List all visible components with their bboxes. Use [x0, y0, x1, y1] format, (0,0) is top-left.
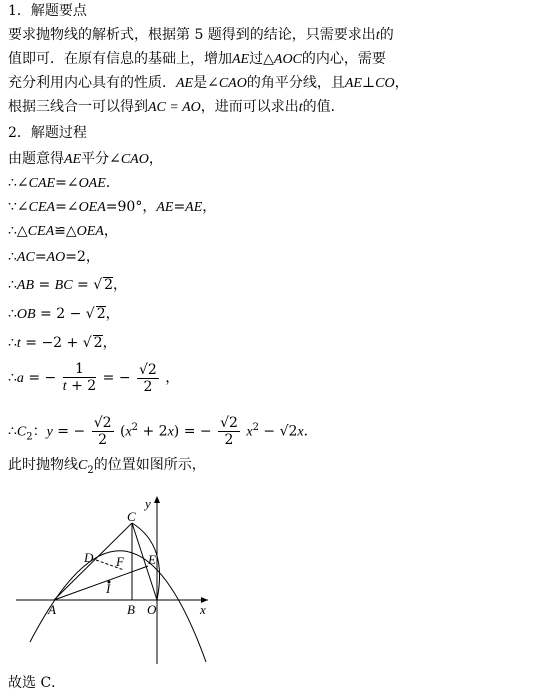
section-2-heading: 2．解题过程	[8, 125, 87, 141]
section-1-heading: 1．解题要点	[8, 3, 87, 19]
label-f: F	[116, 554, 124, 569]
label-o: O	[147, 602, 157, 617]
step-ab-bc: ∴AB = BC = √ 2，	[8, 277, 128, 293]
step-congruent: ∴△CEA≌△OEA，	[8, 223, 118, 239]
label-d: D	[84, 550, 94, 565]
step-c2-equation: $\therefore C_2$：y = − $\frac{√2}{2}$ $(x^2 + 2x)$ = − $\frac{√2}{2}$ $x^2 - √2x$．	[8, 415, 318, 449]
label-a: A	[48, 602, 56, 617]
figure-caption: 此时抛物线$C_2$的位置如图所示，	[8, 457, 206, 476]
section-1-line-2: 值即可．在原有信息的基础上，增加AE过△AOC的内心，需要	[8, 51, 386, 67]
label-e: E	[148, 552, 156, 567]
section-1-line-1: 要求抛物线的解析式，根据第 5 题得到的结论，只需要求出t的	[8, 27, 394, 43]
step-right-angles: ∵∠CEA=∠OEA=90°，AE=AE，	[8, 199, 217, 215]
fraction-1-over-t-plus-2: $\frac{1}{t + 2}$	[62, 361, 97, 394]
parabola-figure	[10, 490, 220, 670]
section-1-line-4: 根据三线合一可以得到AC = AO，进而可以求出t的值．	[8, 99, 345, 115]
fraction-sqrt2-over-2-a: $\frac{√2}{2}$	[93, 415, 112, 449]
step-t-value: ∴t = −2 + √ 2，	[8, 335, 117, 351]
label-i: I	[106, 581, 111, 596]
label-b: B	[127, 602, 135, 617]
answer-line: 故选 C．	[8, 675, 66, 691]
label-c: C	[127, 509, 136, 524]
section-1-line-3: 充分利用内心具有的性质．AE是∠CAO的角平分线，且AE⊥CO，	[8, 75, 409, 91]
label-y: y	[145, 496, 151, 511]
y-axis-arrow	[154, 496, 160, 503]
step-a-value: ∴a = − $\frac{1}{t + 2}$ = − $\frac{√2}{2}$ ，	[8, 361, 180, 395]
step-equal-angles: ∴∠CAE=∠OAE.	[8, 175, 111, 191]
fraction-sqrt2-over-2: $\frac{√2}{2}$	[139, 361, 157, 395]
step-ae-bisects: 由题意得AE平分∠CAO，	[8, 151, 163, 167]
step-ob: ∴OB = 2 − √ 2，	[8, 306, 120, 322]
fraction-sqrt2-over-2-b: $\frac{√2}{2}$	[220, 415, 238, 449]
step-ac-ao: ∴AC=AO=2，	[8, 249, 100, 265]
label-x: x	[200, 602, 206, 617]
